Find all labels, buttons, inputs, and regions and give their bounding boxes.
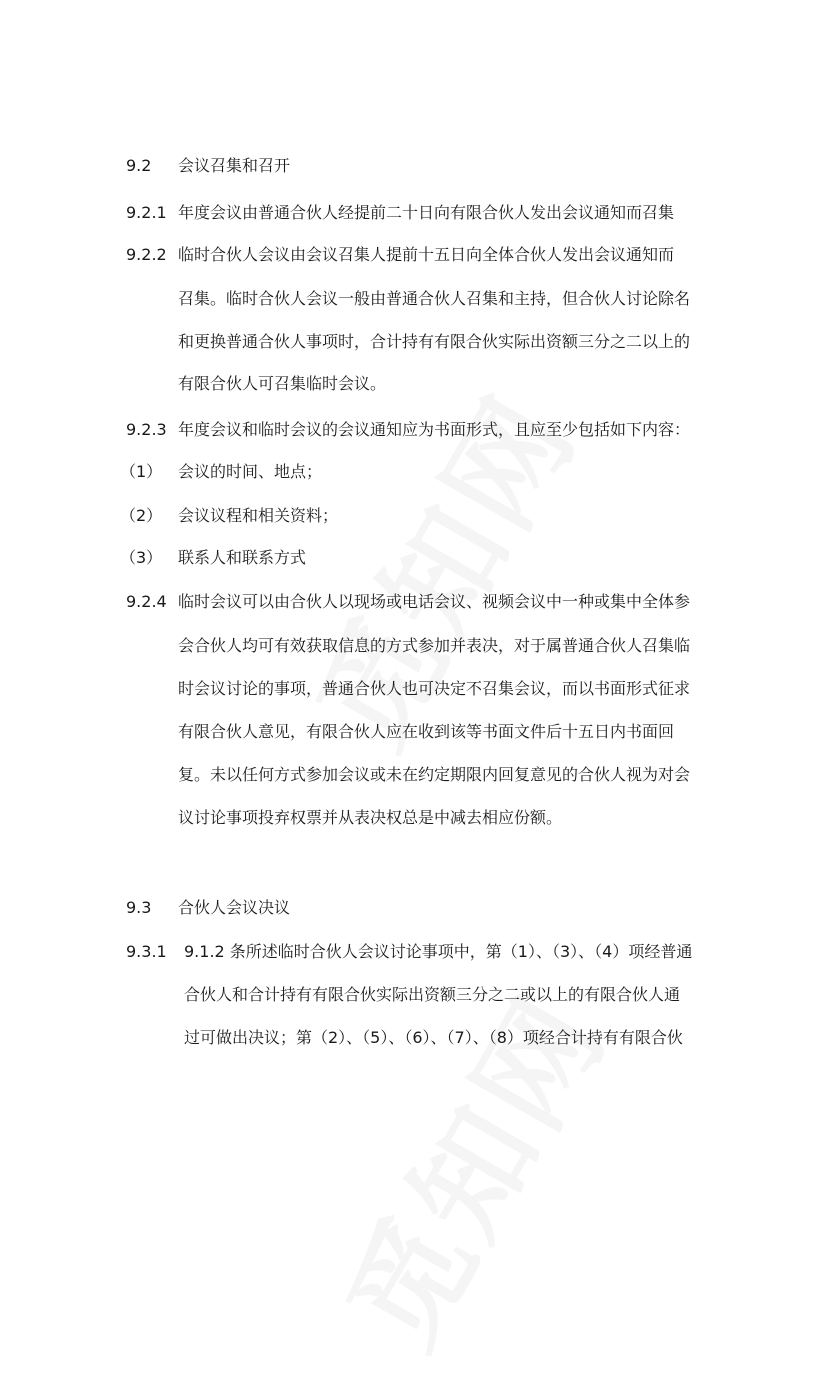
clause-number: 9.2.3 <box>126 420 167 439</box>
list-marker: （1） <box>120 462 163 481</box>
clause-number: 9.2.2 <box>126 245 167 264</box>
clause-text-line: 召集。临时合伙人会议一般由普通合伙人召集和主持，但合伙人讨论除名 <box>178 289 691 308</box>
list-marker: （3） <box>120 548 163 567</box>
clause-text-line: 过可做出决议；第（2）、（5）、（6）、（7）、（8）项经合计持有有限合伙 <box>184 1028 683 1047</box>
clause-text-line: 有限合伙人可召集临时会议。 <box>178 374 387 393</box>
list-item-text: 会议的时间、地点； <box>178 462 323 481</box>
clause-text: 年度会议由普通合伙人经提前二十日向有限合伙人发出会议通知而召集 <box>178 203 675 222</box>
clause-text-line: 合伙人和合计持有有限合伙实际出资额三分之二或以上的有限合伙人通 <box>184 985 681 1004</box>
clause-text: 年度会议和临时会议的会议通知应为书面形式，且应至少包括如下内容： <box>178 420 691 439</box>
section-number: 9.3 <box>126 898 152 917</box>
clause-text-line: 复。未以任何方式参加会议或未在约定期限内回复意见的合伙人视为对会 <box>178 765 691 784</box>
list-item-text: 会议议程和相关资料； <box>178 506 339 525</box>
section-title: 会议召集和召开 <box>178 156 291 175</box>
list-item-text: 联系人和联系方式 <box>178 548 307 567</box>
clause-text-line: 临时合伙人会议由会议召集人提前十五日向全体合伙人发出会议通知而 <box>178 245 675 264</box>
list-marker: （2） <box>120 506 163 525</box>
watermark <box>300 959 638 1372</box>
clause-number: 9.2.4 <box>126 592 167 611</box>
clause-text-line: 会合伙人均可有效获取信息的方式参加并表决，对于属普通合伙人召集临 <box>178 636 691 655</box>
clause-text-line: 有限合伙人意见，有限合伙人应在收到该等书面文件后十五日内书面回 <box>178 722 675 741</box>
section-number: 9.2 <box>126 156 152 175</box>
clause-text-line: 9.1.2 条所述临时合伙人会议讨论事项中，第（1）、（3）、（4）项经普通 <box>184 942 693 961</box>
clause-text-line: 议讨论事项投弃权票并从表决权总是中减去相应份额。 <box>178 808 563 827</box>
clause-text-line: 和更换普通合伙人事项时，合计持有有限合伙实际出资额三分之二以上的 <box>178 332 691 351</box>
clause-text-line: 时会议讨论的事项，普通合伙人也可决定不召集会议，而以书面形式征求 <box>178 679 691 698</box>
section-title: 合伙人会议决议 <box>178 898 291 917</box>
clause-number: 9.2.1 <box>126 203 167 222</box>
clause-number: 9.3.1 <box>126 942 167 961</box>
clause-text-line: 临时会议可以由合伙人以现场或电话会议、视频会议中一种或集中全体参 <box>178 592 691 611</box>
